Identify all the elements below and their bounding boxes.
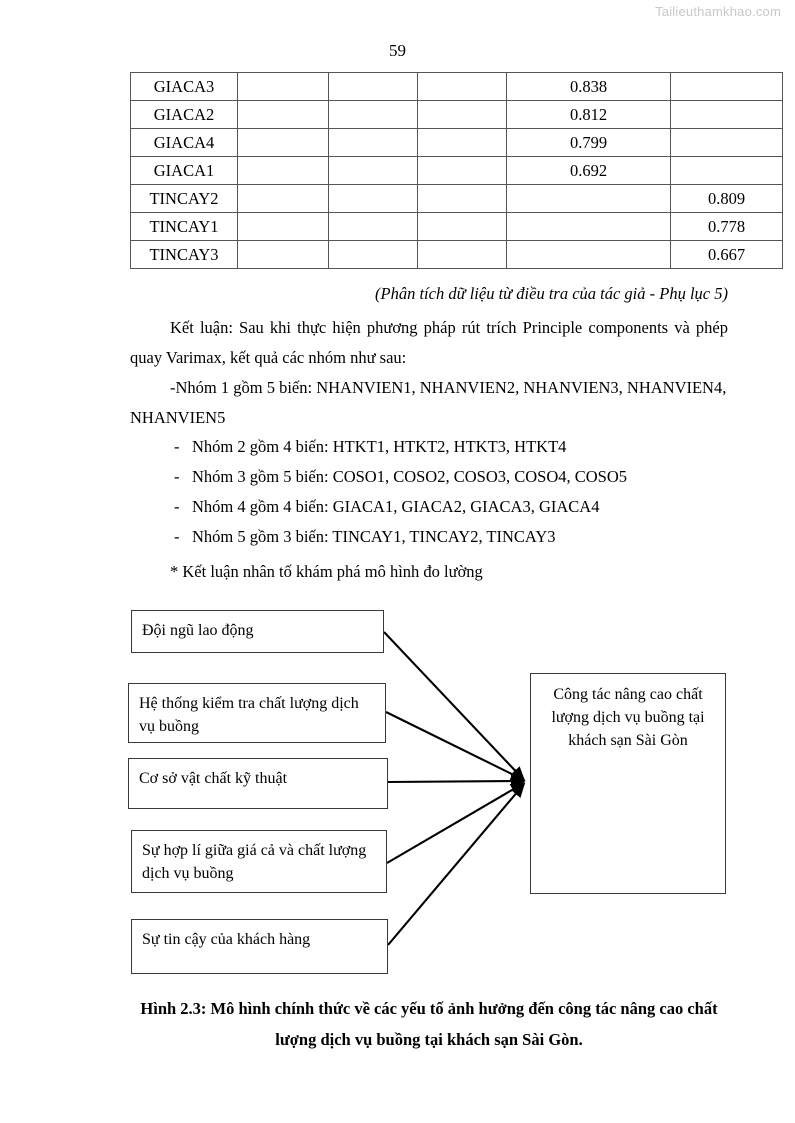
factor-box-1-label: Đội ngũ lao động	[142, 622, 254, 639]
cell-factor5: 0.778	[671, 213, 783, 241]
list-item-label: Nhóm 5 gồm 3 biến: TINCAY1, TINCAY2, TINCAY3	[192, 527, 556, 546]
cell-factor3	[418, 157, 507, 185]
cell-factor5	[671, 101, 783, 129]
cell-variable: GIACA1	[131, 157, 238, 185]
cell-factor1	[238, 157, 329, 185]
cell-factor5: 0.809	[671, 185, 783, 213]
table-row	[131, 241, 783, 269]
cell-factor4: 0.812	[507, 101, 671, 129]
list-item-label: Nhóm 2 gồm 4 biến: HTKT1, HTKT2, HTKT3, HTKT4	[192, 437, 567, 456]
cell-factor4: 0.692	[507, 157, 671, 185]
list-item-label: Nhóm 4 gồm 4 biến: GIACA1, GIACA2, GIACA3, GIACA4	[192, 497, 600, 516]
cell-factor1	[238, 241, 329, 269]
factor-box-4-label: Sự hợp lí giữa giá cả và chất lượng dịch vụ buồng	[142, 842, 367, 882]
cell-factor2	[329, 213, 418, 241]
cell-factor3	[418, 213, 507, 241]
table-row	[131, 101, 783, 129]
cell-factor1	[238, 185, 329, 213]
list-item	[130, 522, 728, 552]
target-box	[530, 673, 726, 894]
cell-factor2	[329, 157, 418, 185]
factor-box-5	[131, 919, 388, 974]
factor-box-2	[128, 683, 386, 743]
cell-factor5: 0.667	[671, 241, 783, 269]
bullet-mark: -	[174, 467, 180, 486]
cell-factor3	[418, 185, 507, 213]
bullet-mark: -	[174, 437, 180, 456]
cell-variable: GIACA4	[131, 129, 238, 157]
factor-box-3	[128, 758, 388, 809]
factor-box-2-label: Hệ thống kiểm tra chất lượng dịch vụ buồng	[139, 695, 359, 735]
factor-box-4	[131, 830, 387, 893]
list-item	[130, 432, 728, 462]
list-item-label: Nhóm 3 gồm 5 biến: COSO1, COSO2, COSO3, COSO4, COSO5	[192, 467, 628, 486]
target-box-label: Công tác nâng cao chất lượng dịch vụ buồng tại khách sạn Sài Gòn	[551, 686, 705, 749]
cell-factor3	[418, 101, 507, 129]
cell-variable: TINCAY1	[131, 213, 238, 241]
group1-paragraph: -Nhóm 1 gồm 5 biến: NHANVIEN1, NHANVIEN2, NHANVIEN3, NHANVIEN4, NHANVIEN5	[130, 378, 727, 427]
cell-factor3	[418, 73, 507, 101]
list-item	[130, 492, 728, 522]
arrow-factor-4	[387, 783, 524, 863]
table-row	[131, 157, 783, 185]
cell-factor4: 0.838	[507, 73, 671, 101]
cell-factor4	[507, 241, 671, 269]
cell-factor1	[238, 129, 329, 157]
cell-factor1	[238, 73, 329, 101]
cell-factor2	[329, 129, 418, 157]
cell-factor4	[507, 213, 671, 241]
arrow-factor-2	[386, 712, 524, 780]
cell-factor2	[329, 185, 418, 213]
cell-variable: TINCAY3	[131, 241, 238, 269]
cell-factor4	[507, 185, 671, 213]
cell-variable: TINCAY2	[131, 185, 238, 213]
cell-factor1	[238, 101, 329, 129]
cell-factor2	[329, 73, 418, 101]
cell-factor3	[418, 129, 507, 157]
conclusion-paragraph: Kết luận: Sau khi thực hiện phương pháp rút trích Principle components và phép quay Varimax, kết quả các nhóm như sau:	[130, 318, 728, 367]
factor-box-3-label: Cơ sở vật chất kỹ thuật	[139, 770, 288, 787]
group-list	[130, 432, 728, 552]
table-row	[131, 129, 783, 157]
factor-loading-table	[130, 72, 783, 269]
cell-variable: GIACA3	[131, 73, 238, 101]
arrow-factor-5	[388, 784, 524, 945]
watermark: Tailieuthamkhao.com	[655, 4, 781, 19]
figure-caption: Hình 2.3: Mô hình chính thức về các yếu tố ảnh hưởng đến công tác nâng cao chất lượng dịch vụ buồng tại khách sạn Sài Gòn.	[140, 999, 718, 1049]
page-number: 59	[389, 41, 406, 60]
cell-factor3	[418, 241, 507, 269]
table-source-note: (Phân tích dữ liệu từ điều tra của tác giả - Phụ lục 5)	[375, 284, 728, 303]
cell-factor2	[329, 101, 418, 129]
cell-factor2	[329, 241, 418, 269]
cell-factor5	[671, 129, 783, 157]
list-item	[130, 462, 728, 492]
bullet-mark: -	[174, 527, 180, 546]
factor-box-5-label: Sự tin cậy của khách hàng	[142, 931, 311, 948]
cell-factor4: 0.799	[507, 129, 671, 157]
table-row	[131, 185, 783, 213]
table-row	[131, 213, 783, 241]
bullet-mark: -	[174, 497, 180, 516]
table-row	[131, 73, 783, 101]
cell-variable: GIACA2	[131, 101, 238, 129]
cell-factor5	[671, 73, 783, 101]
arrow-factor-1	[384, 632, 524, 780]
cell-factor5	[671, 157, 783, 185]
factor-box-1	[131, 610, 384, 653]
table-body	[131, 73, 783, 269]
measurement-model-note: * Kết luận nhân tố khám phá mô hình đo lường	[170, 562, 483, 581]
arrow-factor-3	[388, 781, 524, 782]
cell-factor1	[238, 213, 329, 241]
